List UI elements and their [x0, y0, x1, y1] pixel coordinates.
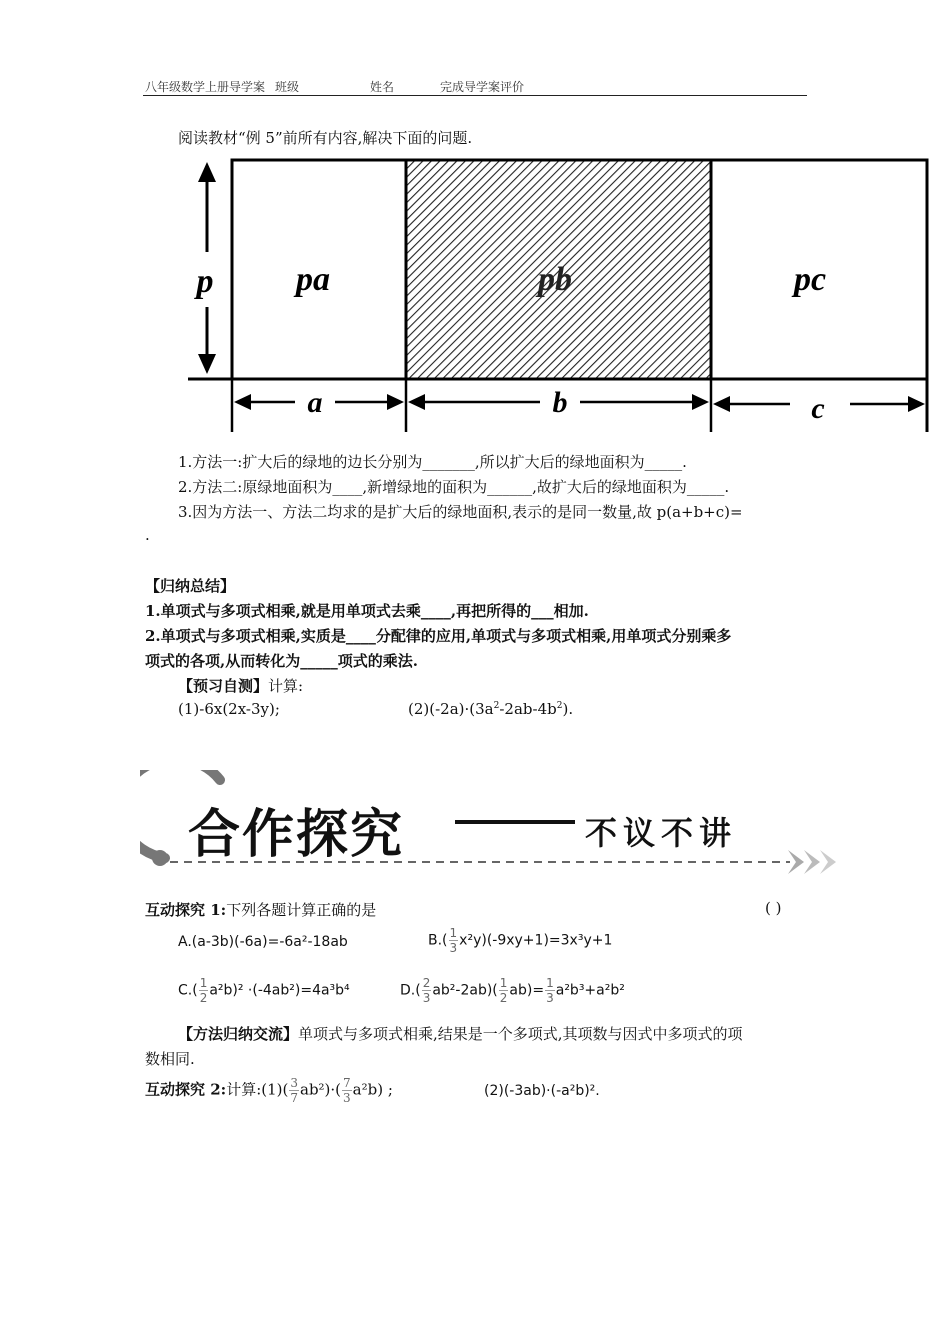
summary-line-1: 1.单项式与多项式相乘,就是用单项式去乘____,再把所得的___相加.: [145, 602, 589, 620]
method-text-1: 单项式与多项式相乘,结果是一个多项式,其项数与因式中多项式的项: [298, 1025, 743, 1043]
option-D: D.( $\frac{2}{3}$ ab²-2ab)( $\frac{1}{2}$ ab)= $\frac{1}{3}$ a²b³+a²b²: [400, 976, 625, 1005]
explore-1-text: 下列各题计算正确的是: [226, 901, 377, 919]
summary-line-3: 项式的各项,从而转化为_____项式的乘法.: [145, 652, 418, 670]
preview-line: [178, 675, 303, 696]
preview-heading: 【预习自测】: [178, 677, 269, 695]
method-heading: 【方法归纳交流】: [178, 1025, 299, 1043]
option-C: C.( $\frac{1}{2}$ a²b)² ·(-4ab²)=4a³b⁴: [178, 976, 350, 1005]
label-a: a: [307, 386, 323, 419]
option-A: A.(a-3b)(-6a)=-6a²-18ab: [178, 934, 348, 950]
header-name-label: 姓名: [370, 80, 395, 94]
question-3-tail: .: [145, 526, 150, 544]
area-figure: [185, 152, 935, 437]
method-line-2: 数相同.: [145, 1050, 195, 1068]
label-c: c: [811, 392, 825, 425]
explore-1-answer-paren: ( ): [765, 899, 782, 917]
explore-2-line: 互动探究 2:计算:(1)( $\frac{3}{7}$ ab²)·( $\frac{7}{3}$ a²b) ;: [145, 1076, 393, 1105]
question-3: 3.因为方法一、方法二均求的是扩大后的绿地面积,表示的是同一数量,故 p(a+b+c)=: [178, 503, 743, 521]
label-pa: pa: [296, 261, 330, 298]
label-b: b: [552, 386, 568, 419]
label-pb: pb: [538, 261, 572, 298]
banner-sub-title: 不议不讲: [585, 814, 738, 852]
explore-2-label: 互动探究 2:: [145, 1080, 227, 1099]
header-rule: [143, 95, 807, 96]
label-pc: pc: [793, 261, 827, 298]
option-B: B.( $\frac{1}{3}$ x²y)(-9xy+1)=3x³y+1: [428, 926, 613, 955]
header-class-label: 班级: [275, 80, 300, 94]
explore-1-label: 互动探究 1:: [145, 901, 227, 919]
intro-text: 阅读教材“例 5”前所有内容,解决下面的问题.: [178, 129, 473, 147]
header-eval-label: 完成导学案评价: [440, 80, 525, 94]
header-course: 八年级数学上册导学案: [145, 80, 266, 94]
explore-2-problem-2: (2)(-3ab)·(-a²b)².: [484, 1083, 600, 1099]
summary-heading: 【归纳总结】: [145, 577, 236, 595]
summary-line-2: 2.单项式与多项式相乘,实质是____分配律的应用,单项式与多项式相乘,用单项式分别乘多: [145, 627, 732, 645]
question-1: 1.方法一:扩大后的绿地的边长分别为_______,所以扩大后的绿地面积为_____.: [178, 453, 687, 471]
question-2: 2.方法二:原绿地面积为____,新增绿地的面积为______,故扩大后的绿地面积为_____.: [178, 478, 730, 496]
method-line-1: [178, 1023, 743, 1044]
label-p: p: [196, 263, 214, 300]
explore-1-line: [145, 899, 376, 920]
preview-problem-1: (1)-6x(2x-3y);: [178, 700, 280, 718]
banner-main-title: 合作探究: [188, 805, 405, 865]
preview-problem-2: $(2)(-2a)\cdot(3a^2-2ab-4b^2)$.: [408, 700, 574, 718]
preview-suffix: 计算:: [268, 677, 304, 695]
